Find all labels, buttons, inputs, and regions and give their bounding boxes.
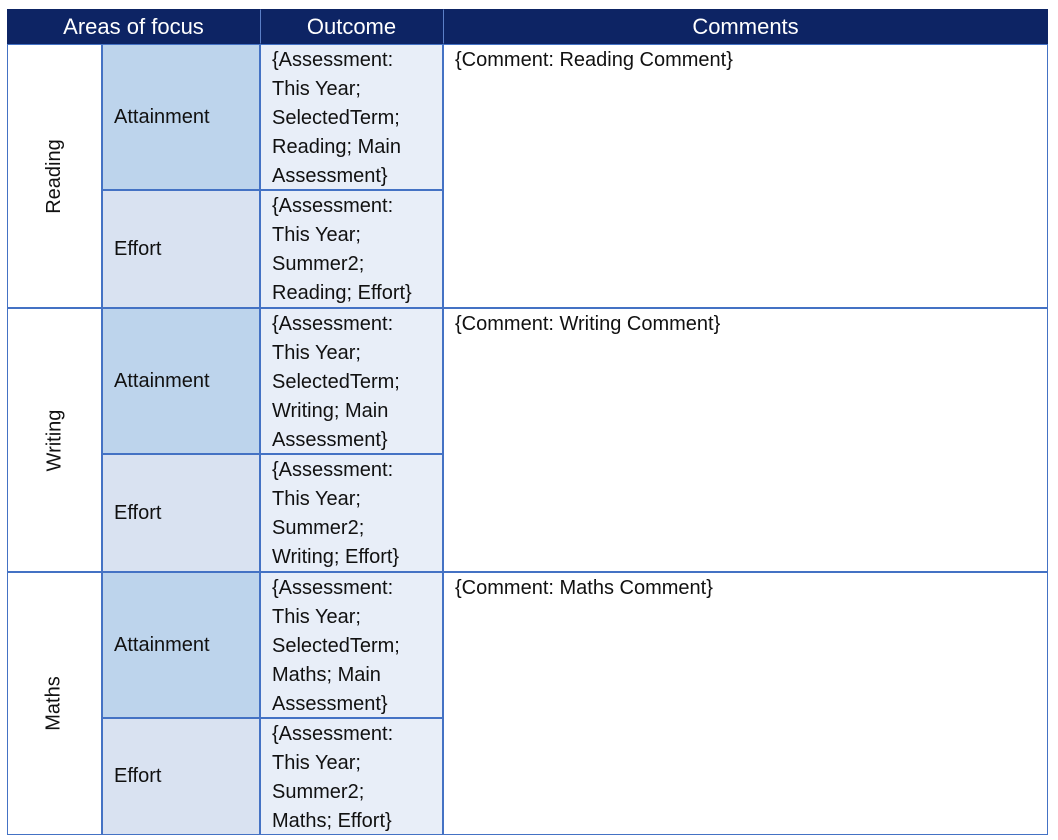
- effort-label-cell: Effort: [102, 718, 260, 835]
- comment-cell-reading: {Comment: Reading Comment}: [443, 44, 1048, 308]
- attainment-outcome-cell: {Assessment: This Year; SelectedTerm; Writing; Main Assessment}: [260, 308, 443, 454]
- effort-outcome-cell: {Assessment: This Year; Summer2; Writing; Effort}: [260, 454, 443, 572]
- subject-label: Writing: [43, 409, 65, 471]
- header-outcome: Outcome: [260, 9, 443, 44]
- subject-cell-maths: [7, 572, 102, 835]
- attainment-label-cell: Attainment: [102, 44, 260, 190]
- effort-label-cell: Effort: [102, 454, 260, 572]
- comment-cell-writing: {Comment: Writing Comment}: [443, 308, 1048, 572]
- effort-outcome-cell: {Assessment: This Year; Summer2; Maths; Effort}: [260, 718, 443, 835]
- header-comments: Comments: [443, 9, 1048, 44]
- subject-label: Maths: [43, 676, 65, 731]
- attainment-label-cell: Attainment: [102, 572, 260, 718]
- attainment-label-cell: Attainment: [102, 308, 260, 454]
- comment-cell-maths: {Comment: Maths Comment}: [443, 572, 1048, 835]
- effort-outcome-cell: {Assessment: This Year; Summer2; Reading; Effort}: [260, 190, 443, 308]
- header-areas-of-focus: Areas of focus: [7, 9, 260, 44]
- effort-label-cell: Effort: [102, 190, 260, 308]
- subject-cell-reading: [7, 44, 102, 308]
- attainment-outcome-cell: {Assessment: This Year; SelectedTerm; Reading; Main Assessment}: [260, 44, 443, 190]
- report-table: [7, 9, 1048, 835]
- subject-label: Reading: [42, 138, 65, 214]
- attainment-outcome-cell: {Assessment: This Year; SelectedTerm; Maths; Main Assessment}: [260, 572, 443, 718]
- subject-cell-writing: [7, 308, 102, 572]
